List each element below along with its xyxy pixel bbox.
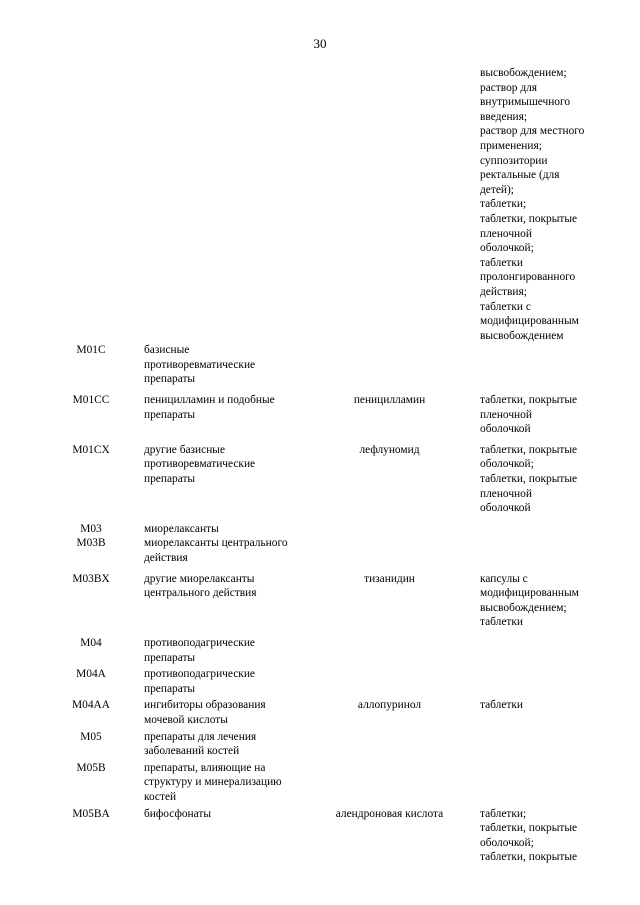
dosage-form-line: оболочкой [480, 423, 531, 436]
group-name-line: ингибиторы образования [144, 699, 266, 712]
atc-code: M04AA [72, 699, 110, 712]
inn-cell: пеницилламин [353, 394, 426, 407]
dosage-form-line: модифицированным [480, 587, 579, 600]
atc-code: M05BA [72, 807, 110, 820]
page-number: 30 [313, 36, 327, 51]
dosage-form-cell [477, 636, 597, 665]
group-name-cell [120, 522, 302, 537]
atc-code-cell [0, 730, 120, 759]
group-name-cell [120, 66, 302, 343]
group-name-line: базисные [144, 344, 190, 357]
atc-code-cell [0, 343, 120, 387]
inn-cell [302, 343, 477, 387]
inn-cell [302, 522, 477, 537]
dosage-form-line: детей); [480, 183, 514, 196]
atc-code: M01C [76, 344, 106, 357]
dosage-form-cell [477, 761, 597, 805]
group-name-cell [120, 807, 302, 865]
table-row [0, 730, 640, 759]
atc-code: M05 [80, 730, 102, 743]
dosage-form-line: высвобождением [480, 329, 564, 342]
atc-code-cell [0, 572, 120, 630]
table-row [0, 572, 640, 630]
group-name-line: костей [144, 790, 177, 803]
dosage-form-cell [477, 572, 597, 630]
group-name-line: центрального действия [144, 587, 257, 600]
group-name-line: бифосфонаты [144, 807, 212, 820]
dosage-form-cell [477, 667, 597, 696]
dosage-form-line: высвобождением; [480, 67, 567, 79]
table-row [0, 66, 640, 343]
group-name-line: действия [144, 552, 188, 564]
inn-cell [302, 730, 477, 759]
dosage-form-line: таблетки, покрытые [480, 394, 578, 407]
group-name-line: препараты, влияющие на [144, 761, 266, 774]
group-name-line: пеницилламин и подобные [144, 394, 275, 407]
dosage-form-line: ректальные (для [480, 169, 560, 182]
atc-code-cell [0, 636, 120, 665]
drug-table [0, 66, 640, 865]
group-name-line: препараты [144, 473, 196, 486]
dosage-form-line: капсулы с [480, 572, 528, 585]
dosage-form-line: высвобождением; [480, 601, 567, 614]
group-name-line: препараты для лечения [144, 730, 257, 743]
group-name-cell [120, 698, 302, 727]
inn-cell [302, 66, 477, 343]
group-name-line: противоревматические [144, 458, 256, 471]
table-row [0, 761, 640, 805]
table-row [0, 536, 640, 565]
dosage-form-line: раствор для местного [480, 125, 585, 138]
group-name-line: препараты [144, 408, 196, 421]
group-name-line: противоревматические [144, 358, 256, 371]
table-row [0, 807, 640, 865]
inn-cell [302, 636, 477, 665]
group-name-cell [120, 761, 302, 805]
table-row [0, 636, 640, 665]
group-name-cell [120, 636, 302, 665]
dosage-form-cell [477, 730, 597, 759]
inn-cell [302, 761, 477, 805]
group-name-cell [120, 572, 302, 630]
group-name-line: миорелаксанты центрального [144, 537, 288, 550]
atc-code: M01CC [72, 394, 110, 407]
dosage-form-line: таблетки; [480, 198, 527, 211]
dosage-form-cell [477, 343, 597, 387]
dosage-form-line: применения; [480, 139, 542, 152]
table-row [0, 393, 640, 437]
atc-code: M01CX [72, 443, 110, 456]
atc-code: M03 [80, 522, 102, 535]
dosage-form-line: оболочкой [480, 502, 531, 515]
inn-cell [302, 667, 477, 696]
table-row [0, 343, 640, 387]
group-name-line: противоподагрические [144, 636, 255, 649]
dosage-form-cell [477, 443, 597, 516]
group-name-cell [120, 730, 302, 759]
dosage-form-cell [477, 522, 597, 537]
inn-cell: аллопуринол [357, 699, 422, 712]
atc-code: M04A [76, 668, 106, 681]
atc-code: M04 [80, 636, 102, 649]
dosage-form-line: таблетки, покрытые [480, 822, 578, 835]
inn-cell: тизанидин [364, 572, 415, 585]
dosage-form-line: таблетки [480, 699, 524, 712]
group-name-cell [120, 667, 302, 696]
group-name-line: препараты [144, 651, 196, 664]
group-name-line: другие базисные [144, 443, 226, 456]
atc-code-cell [0, 761, 120, 805]
dosage-form-cell [477, 66, 597, 343]
group-name-line: противоподагрические [144, 668, 255, 681]
atc-code-cell [0, 522, 120, 537]
group-name-line: другие миорелаксанты [144, 572, 255, 585]
dosage-form-line: пролонгированного [480, 271, 576, 284]
dosage-form-line: таблетки [480, 256, 524, 269]
atc-code-cell [0, 443, 120, 516]
inn-cell: алендроновая кислота [335, 807, 444, 820]
dosage-form-line: раствор для [480, 81, 538, 94]
atc-code-cell [0, 66, 120, 343]
dosage-form-line: действия; [480, 285, 527, 298]
dosage-form-cell [477, 807, 597, 865]
inn-cell: лефлуномид [359, 443, 420, 456]
table-row [0, 443, 640, 516]
table-row [0, 667, 640, 696]
dosage-form-line: таблетки с [480, 300, 531, 313]
dosage-form-line: таблетки, покрытые [480, 473, 578, 486]
group-name-cell [120, 443, 302, 516]
dosage-form-line: пленочной [480, 408, 532, 421]
atc-code-cell [0, 393, 120, 437]
group-name-line: заболеваний костей [144, 745, 240, 758]
dosage-form-line: введения; [480, 110, 528, 123]
dosage-form-line: пленочной [480, 487, 532, 500]
dosage-form-line: суппозитории [480, 154, 548, 167]
atc-code-cell [0, 667, 120, 696]
group-name-line: мочевой кислоты [144, 713, 228, 726]
table-row [0, 698, 640, 727]
dosage-form-line: таблетки, покрытые [480, 851, 578, 864]
inn-cell [302, 536, 477, 565]
dosage-form-line: таблетки [480, 616, 524, 629]
dosage-form-cell [477, 393, 597, 437]
group-name-cell [120, 393, 302, 437]
dosage-form-line: оболочкой; [480, 242, 534, 255]
group-name-line: препараты [144, 373, 196, 386]
dosage-form-line: оболочкой; [480, 458, 534, 471]
atc-code: M03B [76, 537, 106, 550]
atc-code-cell [0, 807, 120, 865]
group-name-cell [120, 536, 302, 565]
group-name-cell [120, 343, 302, 387]
dosage-form-line: пленочной [480, 227, 532, 240]
atc-code-cell [0, 698, 120, 727]
dosage-form-line: модифицированным [480, 315, 579, 328]
atc-code: M05B [76, 761, 106, 774]
table-row [0, 522, 640, 537]
atc-code-cell [0, 536, 120, 565]
dosage-form-line: таблетки; [480, 807, 527, 820]
atc-code: M03BX [72, 572, 110, 585]
dosage-form-line: таблетки, покрытые [480, 212, 578, 225]
dosage-form-line: оболочкой; [480, 836, 534, 849]
dosage-form-line: таблетки, покрытые [480, 443, 578, 456]
dosage-form-cell [477, 536, 597, 565]
group-name-line: препараты [144, 682, 196, 695]
group-name-line: структуру и минерализацию [144, 776, 282, 789]
group-name-line: миорелаксанты [144, 522, 219, 535]
dosage-form-line: внутримышечного [480, 96, 571, 109]
dosage-form-cell [477, 698, 597, 727]
